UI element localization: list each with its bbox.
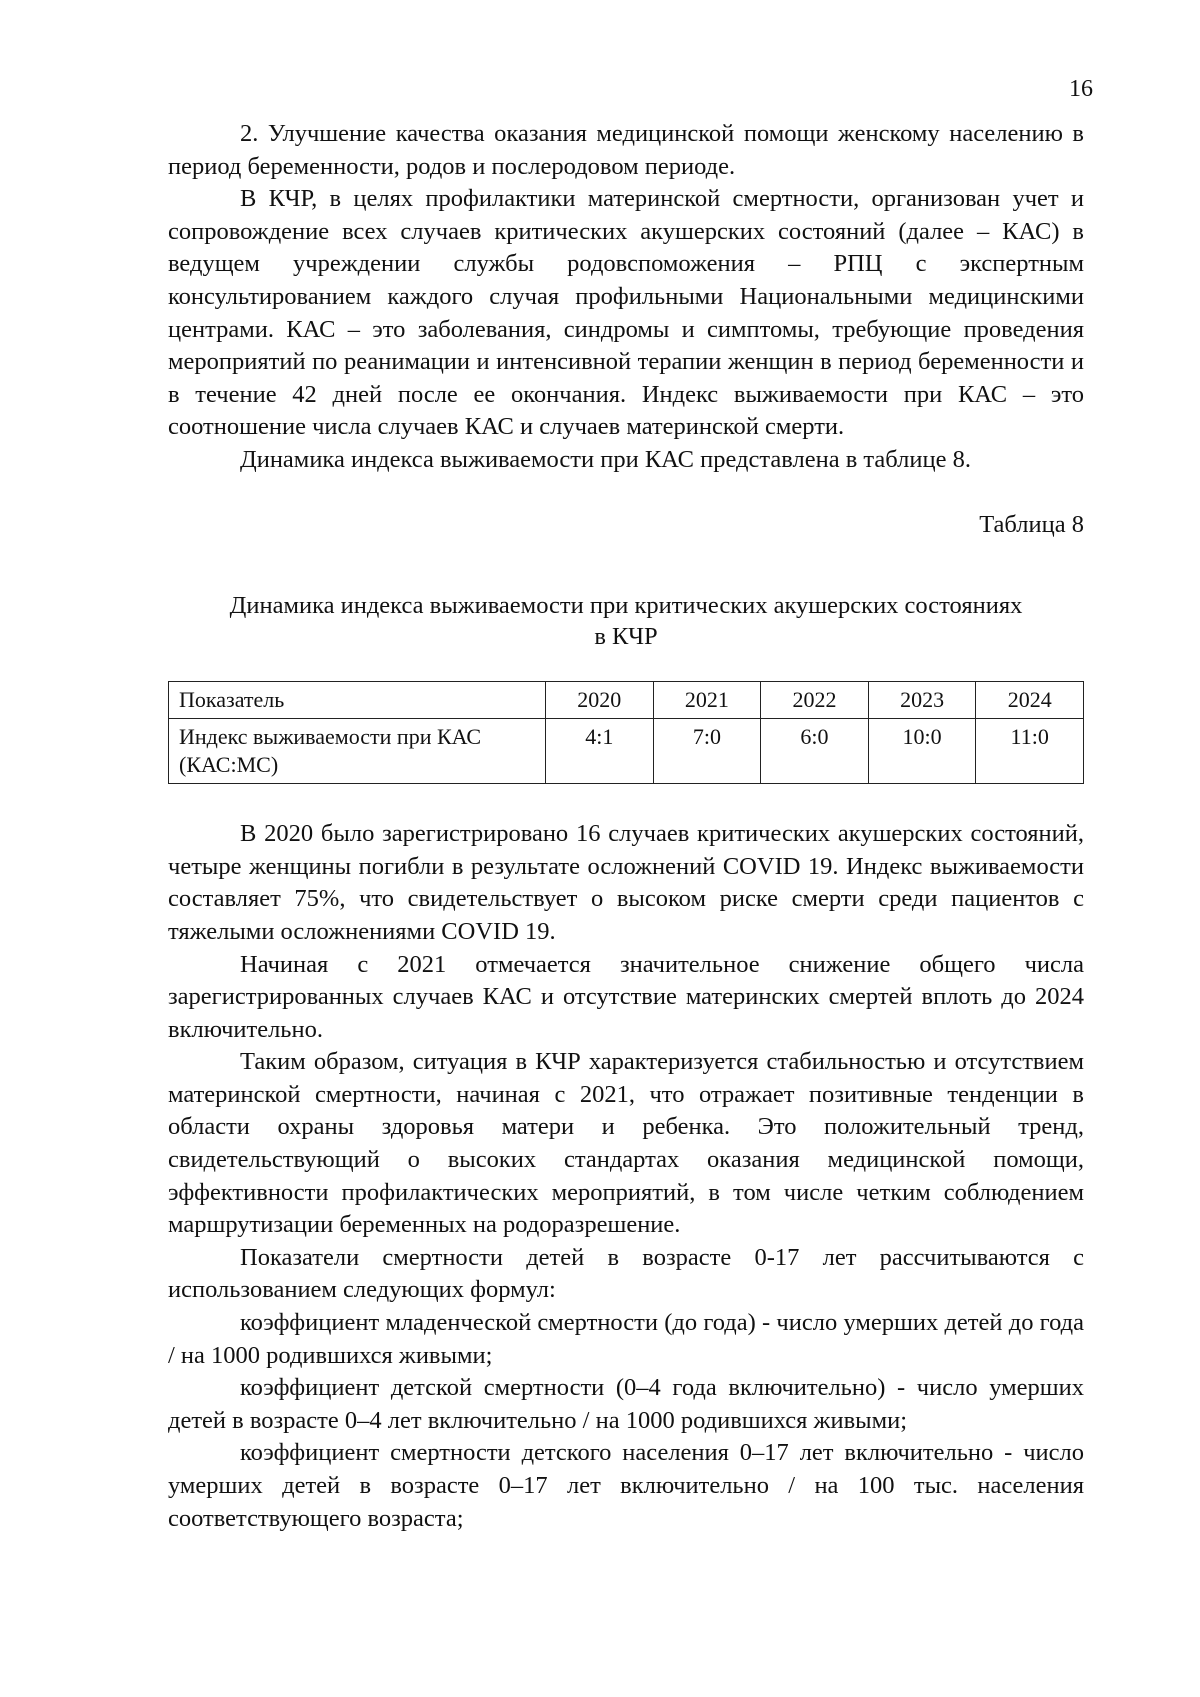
- formula-child-mortality-0-17: коэффициент смертности детского населения 0–17 лет включительно - число умерших детей в возрасте 0–17 лет включительно / на 100 тыс. населения соответствующего возраста;: [168, 1439, 1084, 1532]
- table-header-year: 2023: [868, 682, 976, 719]
- table-header-year: 2020: [546, 682, 654, 719]
- paragraph-kas-definition: В КЧР, в целях профилактики материнской смертности, организован учет и сопровождение всех случаев критических акушерских состояний (далее – КАС) в ведущем учреждении службы родовспоможения – РПЦ с экспертным консультированием каждого случая профильными Национальными медицинскими центрами. КАС – это заболевания, синдромы и симптомы, требующие проведения мероприятий по реанимации и интенсивной терапии женщин в период беременности и в течение 42 дней после ее окончания. Индекс выживаемости при КАС – это соотношение числа случаев КАС и случаев материнской смерти.: [168, 185, 1084, 441]
- formula-child-mortality-0-4: коэффициент детской смертности (0–4 года включительно) - число умерших детей в возрасте 0–4 лет включительно / на 1000 родившихся живыми;: [168, 1374, 1084, 1434]
- table-caption: Динамика индекса выживаемости при критических акушерских состояниях в КЧР: [229, 592, 1023, 651]
- table-cell-value: 4:1: [546, 719, 654, 784]
- paragraph-conclusion: Таким образом, ситуация в КЧР характеризуется стабильностью и отсутствием материнской смертности, начиная с 2021, что отражает позитивные тенденции в области охраны здоровья матери и ребенка. Это положительный тренд, свидетельствующий о высоких стандартах оказания медицинской помощи, эффективности профилактических мероприятий, в том числе четким соблюдением маршрутизации беременных на родоразрешение.: [168, 1048, 1084, 1239]
- table-label: Таблица 8: [979, 510, 1084, 538]
- table-cell-value: 6:0: [761, 719, 869, 784]
- paragraph-child-mortality-intro: Показатели смертности детей в возрасте 0-17 лет рассчитываются с использованием следующих формул:: [168, 1243, 1084, 1304]
- table-cell-value: 11:0: [976, 719, 1084, 784]
- table-header-year: 2024: [976, 682, 1084, 719]
- table-header-indicator: Показатель: [169, 682, 546, 719]
- paragraph-since-2021: Начиная с 2021 отмечается значительное снижение общего числа зарегистрированных случаев КАС и отсутствие материнских смертей вплоть до 2024 включительно.: [168, 950, 1084, 1043]
- paragraph-table-reference: Динамика индекса выживаемости при КАС представлена в таблице 8.: [240, 445, 971, 473]
- table-header-year: 2021: [653, 682, 761, 719]
- table-cell-value: 7:0: [653, 719, 761, 784]
- table-header-year: 2022: [761, 682, 869, 719]
- survival-index-table: [168, 681, 1084, 784]
- formula-infant-mortality: коэффициент младенческой смертности (до года) - число умерших детей до года / на 1000 родившихся живыми;: [168, 1309, 1084, 1369]
- paragraph-2020-cases: В 2020 было зарегистрировано 16 случаев критических акушерских состояний, четыре женщины погибли в результате осложнений COVID 19. Индекс выживаемости составляет 75%, что свидетельствует о высоком риске смерти среди пациентов с тяжелыми осложнениями COVID 19.: [168, 820, 1084, 945]
- document-body: [168, 118, 1084, 1535]
- table-cell-value: 10:0: [868, 719, 976, 784]
- table-row: [169, 719, 1084, 784]
- table-cell-indicator: Индекс выживаемости при КАС (КАС:МС): [169, 719, 546, 784]
- table-header-row: [169, 682, 1084, 719]
- paragraph-heading-item-2: 2. Улучшение качества оказания медицинской помощи женскому населению в период беременности, родов и послеродовом периоде.: [168, 120, 1084, 180]
- page-number: 16: [1069, 76, 1093, 102]
